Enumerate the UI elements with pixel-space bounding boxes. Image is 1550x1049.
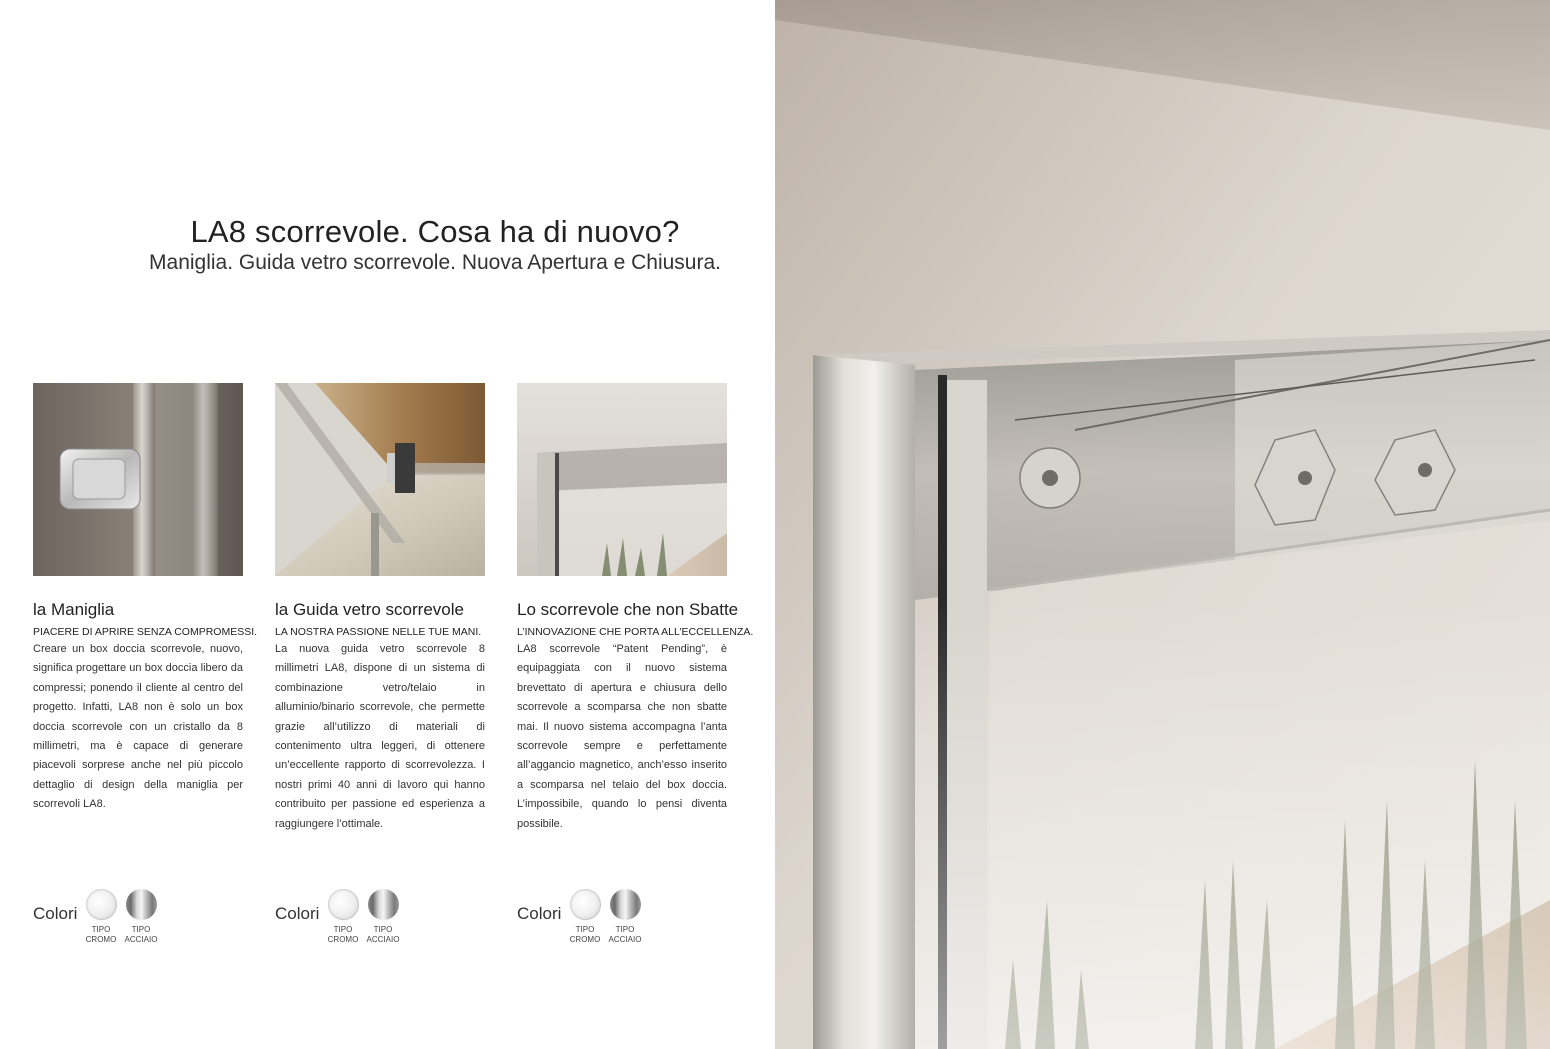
chrome-swatch bbox=[328, 889, 359, 920]
section-body: Creare un box doccia scorrevole, nuovo, significa progettare un box doccia libero da compressi; ponendo il cliente al centro del progetto. Infatti, LA8 non è solo un box doccia scorrevole con un cristallo da 8 millimetri, ma è capace di generare piacevoli sorprese anche nel più piccolo dettaglio di design della maniglia per scorrevoli LA8. bbox=[33, 643, 243, 811]
chrome-label: TIPO CROMO bbox=[85, 925, 117, 944]
section-body: LA8 scorrevole “Patent Pending”, è equipaggiata con il nuovo sistema brevettato di apertura e chiusura dello scorrevole a scomparsa che non sbatte mai. Il nuovo sistema accompagna l’anta scorrevole sempre e perfettamente all’aggancio magnetico, anch’esso inserito a scomparsa nel telaio del box doccia. L’impossibile, quando lo pensi diventa possibile. bbox=[517, 643, 727, 830]
steel-label: TIPO ACCIAIO bbox=[124, 925, 158, 944]
page-subtitle: Maniglia. Guida vetro scorrevole. Nuova Apertura e Chiusura. bbox=[149, 251, 721, 274]
section-guida bbox=[275, 383, 485, 834]
steel-swatch bbox=[126, 889, 157, 920]
steel-swatch bbox=[368, 889, 399, 920]
colors-row bbox=[275, 888, 475, 948]
chrome-label: TIPO CROMO bbox=[569, 925, 601, 944]
steel-label: TIPO ACCIAIO bbox=[608, 925, 642, 944]
glass-guide-photo bbox=[275, 383, 485, 576]
colors-label: Colori bbox=[275, 904, 320, 923]
section-heading: Lo scorrevole che non Sbatte bbox=[517, 600, 739, 619]
section-maniglia bbox=[33, 383, 258, 815]
section-heading: la Guida vetro scorrevole bbox=[275, 600, 464, 619]
colors-label: Colori bbox=[517, 904, 562, 923]
colors-row bbox=[517, 888, 717, 948]
steel-label: TIPO ACCIAIO bbox=[366, 925, 400, 944]
colors-label: Colori bbox=[33, 904, 78, 923]
soft-close-photo bbox=[517, 383, 727, 576]
chrome-label: TIPO CROMO bbox=[327, 925, 359, 944]
colors-row bbox=[33, 888, 233, 948]
steel-swatch bbox=[610, 889, 641, 920]
section-heading: la Maniglia bbox=[33, 600, 115, 619]
page-title: LA8 scorrevole. Cosa ha di nuovo? bbox=[190, 214, 680, 249]
handle-photo bbox=[33, 383, 243, 576]
section-tagline: PIACERE DI APRIRE SENZA COMPROMESSI. bbox=[33, 626, 258, 638]
section-tagline: L’INNOVAZIONE CHE PORTA ALL’ECCELLENZA. bbox=[517, 626, 754, 638]
section-scorrevole bbox=[517, 383, 754, 834]
section-tagline: LA NOSTRA PASSIONE NELLE TUE MANI. bbox=[275, 626, 482, 638]
section-body: La nuova guida vetro scorrevole 8 millimetri LA8, dispone di un sistema di combinazione vetro/telaio in alluminio/binario scorrevole, che permette grazie all’utilizzo di materiali di contenimento ultra leggeri, di ottenere un’eccellente rapporto di scorrevolezza. I nostri primi 40 anni di lavoro qui hanno contribuito per passione ed esperienza a raggiungere l’ottimale. bbox=[275, 643, 485, 830]
chrome-swatch bbox=[570, 889, 601, 920]
chrome-swatch bbox=[86, 889, 117, 920]
hero-photo bbox=[775, 0, 1550, 1049]
